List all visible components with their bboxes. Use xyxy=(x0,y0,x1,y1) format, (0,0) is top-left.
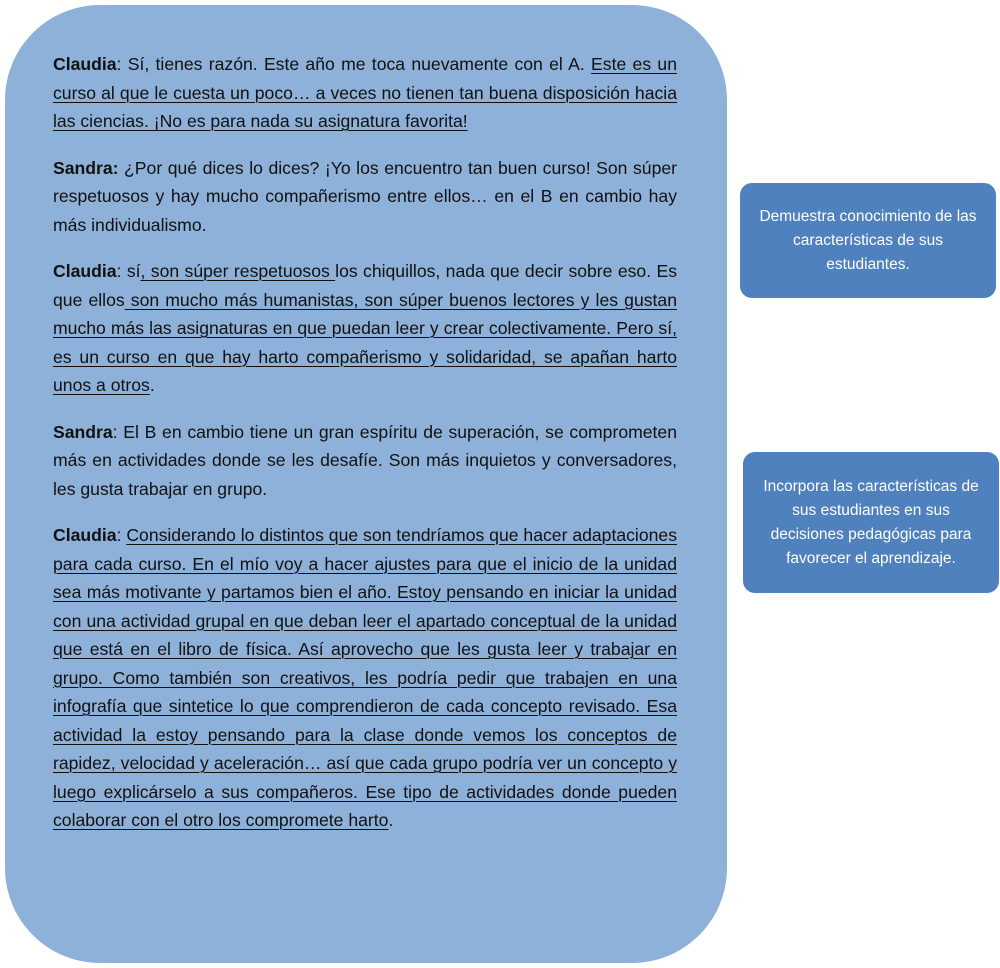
dialogue-paragraph xyxy=(53,521,677,835)
dialogue-text-segment: . xyxy=(388,810,394,830)
dialogue-paragraph xyxy=(53,50,677,136)
dialogue-paragraph xyxy=(53,154,677,240)
dialogue-text-segment-underlined: Considerando lo distintos que son tendríamos que hacer adaptaciones para cada curso. En el mío voy a hacer ajustes para que el inicio de la unidad sea más motivante y partamos bien el año. Estoy pensando en iniciar la unidad con una actividad grupal en que deban leer el apartado conceptual de la unidad que está en el libro de física. Así aprovecho que les gusta leer y trabajar en grupo. Como también son creativos, les podría pedir que trabajen en una infografía que sintetice lo que comprendieron de cada concepto revisado. Esa actividad la estoy pensando para la clase donde vemos los conceptos de rapidez, velocidad y aceleración… así que cada grupo podría ver un concepto y luego explicárselo a sus compañeros. Ese tipo de actividades donde pueden colaborar con el otro los compromete harto xyxy=(53,525,677,830)
speaker-name: Claudia xyxy=(53,54,117,74)
annotation-box-pedagogical-decisions xyxy=(743,452,999,593)
dialogue-text xyxy=(53,50,677,853)
dialogue-text-segment: los chiquillos, nada que decir sobre eso. Es que ellos xyxy=(53,261,677,310)
dialogue-text-segment: : El B en cambio tiene un gran espíritu de superación, se comprometen más en actividades donde se les desafíe. Son más inquietos y conversadores, les gusta trabajar en grupo. xyxy=(53,421,677,499)
dialogue-paragraph xyxy=(53,418,677,504)
dialogue-text-segment: : xyxy=(116,525,127,545)
dialogue-text-segment: : Sí, tienes razón. Este año me toca nuevamente con el A. xyxy=(116,54,592,74)
dialogue-text-segment-underlined: Este es un curso al que le cuesta un poco… a veces no tienen tan buena disposición hacia las ciencias. ¡No es para nada su asignatura favorita! xyxy=(53,54,677,131)
speaker-name: Sandra xyxy=(53,421,113,442)
speaker-name: Claudia xyxy=(53,261,117,281)
annotation-text: Demuestra conocimiento de las características de sus estudiantes. xyxy=(759,207,977,273)
annotation-text: Incorpora las características de sus estudiantes en sus decisiones pedagógicas para favorecer el aprendizaje. xyxy=(763,477,979,567)
dialogue-paragraph xyxy=(53,257,677,400)
annotation-box-knowledge xyxy=(740,183,996,298)
dialogue-text-segment: ¿Por qué dices lo dices? ¡Yo los encuentro tan buen curso! Son súper respetuosos y hay mucho compañerismo entre ellos… en el B en cambio hay más individualismo. xyxy=(53,157,677,235)
speaker-name: Sandra: xyxy=(53,157,119,178)
dialogue-text-segment-underlined: , son súper respetuosos xyxy=(140,261,336,281)
speaker-name: Claudia xyxy=(53,525,117,545)
dialogue-text-segment-underlined: son mucho más humanistas, son súper buenos lectores y les gustan mucho más las asignaturas en que puedan leer y crear colectivamente. Pero sí, es un curso en que hay harto compañerismo y solidaridad, se apañan harto unos a otros xyxy=(53,289,677,395)
dialogue-text-segment: : sí xyxy=(116,261,141,281)
dialogue-text-segment: . xyxy=(149,375,155,395)
